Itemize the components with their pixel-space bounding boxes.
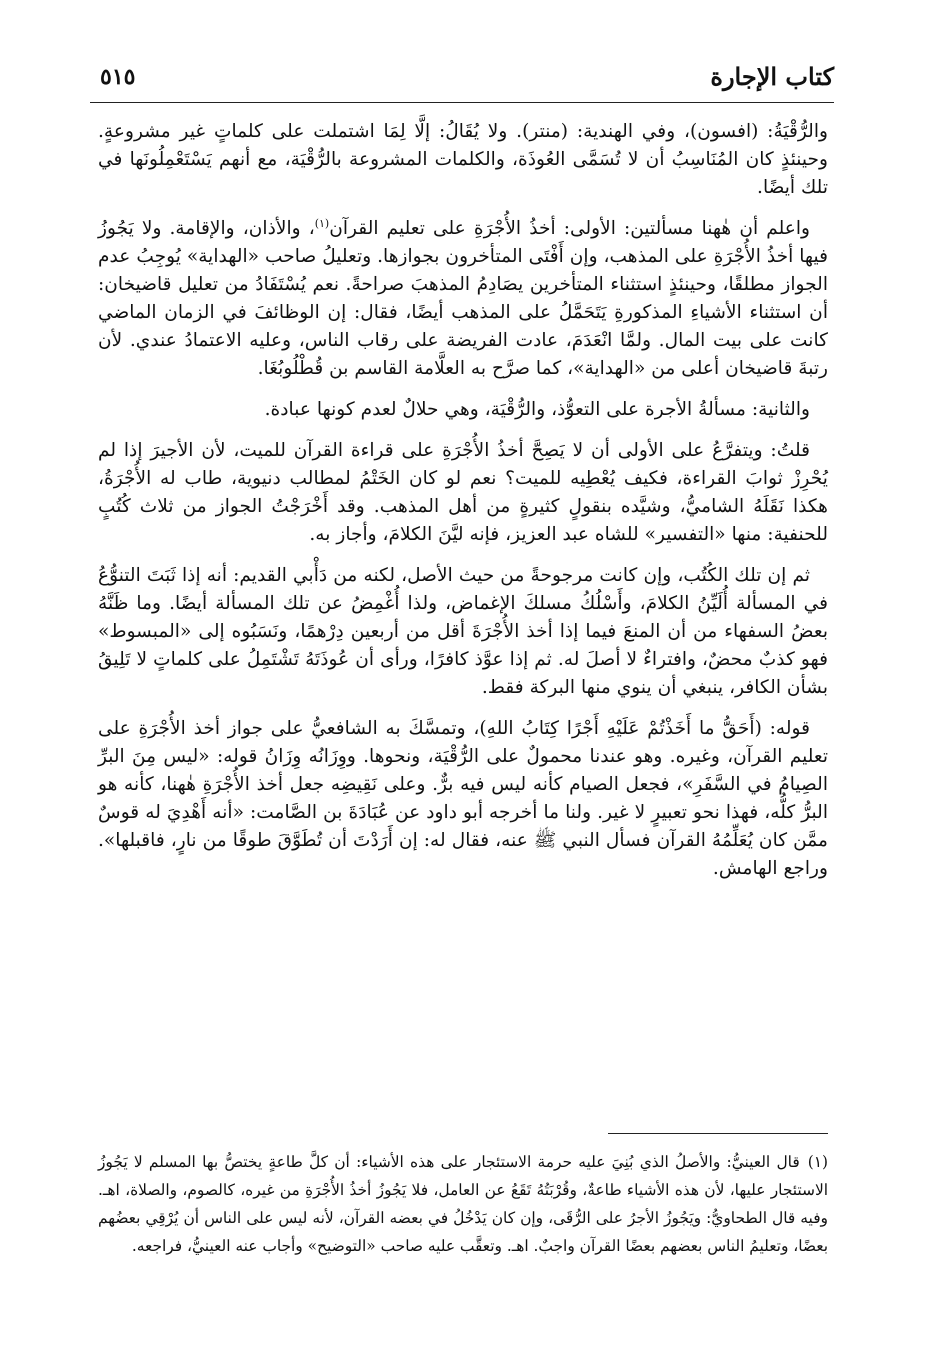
paragraph-second-issue: والثانية: مسألةُ الأجرة على التعوُّذ، والرُّقْيَة، وهي حلالٌ لعدم كونها عبادة. [264, 399, 810, 420]
page-number: ٥١٥ [100, 64, 136, 90]
paragraph-old-habit: ثم إن تلك الكُتُب، وإن كانت مرجوحةً من حيث الأصل، لكنه من دَأْبي القديم: أنه إذا ثَبَتَ التنوُّعُ في المسألة أُلَيِّنُ الكلامَ، وأَسْلُكُ مسلكَ الإغماض، ولذا أُغْمِضُ عن تلك المسألة أيضًا. وما ظَنَّهُ بعضُ السفهاء من أن المنعَ فيما إذا أخذ الأُجْرَةَ أقل من أربعين دِرْهمًا، ونَسَبُوه إلى «المبسوط» فهو كذبٌ محضٌ، وافتراءٌ لا أصلَ له. ثم إذا عوَّذ كافرًا، ورأى أن عُوذَتَهُ تَشْتَمِلُ على كلماتٍ لا تَلِيقُ بشأن الكافر، ينبغي أن ينوي منها البركة فقط. [98, 565, 828, 698]
running-title: كتاب الإجارة [710, 62, 834, 91]
paragraph-hadith-commentary: قوله: (أَحَقُّ ما أَخَذْتُمْ عَلَيْهِ أَجْرًا كِتَابُ اللهِ)، وتمسَّكَ به الشافعيُّ على جواز أخذ الأُجْرَةِ على تعليم القرآن، وغيره. وهو عندنا محمولٌ على الرُّقْيَة، ونحوها. ووِزَانُه وِزَانُ قوله: «ليس مِنَ البرِّ الصِيامُ في السَّفَرِ»، فجعل الصيام كأنه ليس فيه برٌّ. وعلى نَقِيضِه جعل أخذ الأُجْرَةِ هٰهنا، كأنه هو البرُّ كلُّه، فهذا نحو تعبيرٍ لا غير. ولنا ما أخرجه أبو داود عن عُبَادَةَ بن الصَّامت: «أنه أَهْدِيَ له قوسٌ ممَّن كان يُعَلِّمُهُ القرآن فسأل النبي ﷺ عنه، فقال له: إن أَرَدْتَ أن تُطَوَّقَ طوقًا من نارٍ، فاقبلها». وراجع الهامش. [98, 718, 828, 879]
paragraph-text-before-note: واعلم أن هٰهنا مسألتين: الأولى: أخذُ الأُجْرَةِ على تعليم القرآن [329, 218, 810, 239]
paragraph-text-after-note: ، والأذان، والإقامة. ولا يَجُوزُ فيها أخذُ الأُجْرَةِ على المذهب، وإن أَفْتَى المتأخرون بجوازها. وتعليلُ صاحب «الهداية» يُوجِبُ عدم الجواز مطلقًا، وحينئذٍ استثناء المتأخرين يصَادِمُ المذهبَ صراحةً. نعم يُسْتَفَادُ من تعليل قاضيخان: أن استثناء الأشياءِ المذكورةِ يَتَحَمَّلُ على المذهب أيضًا، فقال: إن الوظائفَ في الزمان الماضي كانت على بيت المال. ولمَّا انْعَدَمَ، عادت الفريضة على رقاب الناس، وعليه الاعتمادُ عندي. لأن رتبةَ قاضيخان أعلى من «الهداية»، كما صرَّح به العلَّامة القاسم بن قُطْلُوبُغَا. [98, 218, 828, 379]
paragraph-ruqya: والرُّقْيَةُ: (افسون)، وفي الهندية: (منتر). ولا يُقَالُ: إلَّا لِمَا اشتملت على كلماتٍ غير مشروعةٍ. وحينئذٍ كان المُنَاسِبُ أن لا تُسَمَّى العُوذَة، والكلمات المشروعة بالرُّقْيَة، مع أنهم يَسْتَعْمِلُونَها في تلك أيضًا. [98, 121, 828, 198]
footnote-text: قال العينيُّ: والأصلُ الذي بُنِيَ عليه حرمة الاستئجار على هذه الأشياء: أن كلَّ طاعةٍ يختصُّ بها المسلم لا يَجُوزُ الاستئجار عليها، لأن هذه الأشياء طاعةٌ، وقُرْبَتُهُ تَقَعُ عن العامل، فلا يَجُوزُ أخذُ الأُجْرَةِ من غيره، كالصوم، والصلاة، اهـ. وفيه قال الطحاويُّ: ويَجُوزُ الأجرُ على الرُّقَى، وإن كان يَدْخُلُ في بعضه القرآن، لأنه ليس على الناس أن يُرْقِي بعضُهم بعضًا، وتعليمُ الناس بعضهم بعضًا القرآن واجبٌ. اهـ. وتعقَّب عليه صاحب «التوضيح» وأجاب عنه العينيُّ، فراجعه. [98, 1153, 828, 1255]
footnote-separator [608, 1133, 828, 1134]
paragraph-reading-for-dead: قلتُ: ويتفرَّعُ على الأولى أن لا يَصِحَّ أخذُ الأُجْرَةِ على قراءة القرآن للميت، لأن الأجيرَ إذا لم يُحْرِزْ ثوابَ القراءة، فكيف يُعْطِيه للميت؟ نعم لو كان الخَتْمُ لمطالب دنيوية، طاب له الأُجْرَةُ، هكذا نَقَلَهُ الشاميُّ، وشيَّده بنقولٍ كثيرةٍ من أهل المذهب. وقد أَخْرَجْتُ الجواز من ثلاث كُتُبٍ للحنفية: منها «التفسير» للشاه عبد العزيز، فإنه ليَّنَ الكلامَ، وأجاز به. [98, 440, 828, 545]
footnote-marker: (١) [807, 1153, 828, 1171]
footnote-reference[interactable]: (١) [314, 216, 330, 230]
page-header [90, 58, 834, 103]
main-text [98, 118, 828, 896]
footnote [98, 1148, 828, 1260]
paragraph-two-issues [98, 215, 828, 383]
